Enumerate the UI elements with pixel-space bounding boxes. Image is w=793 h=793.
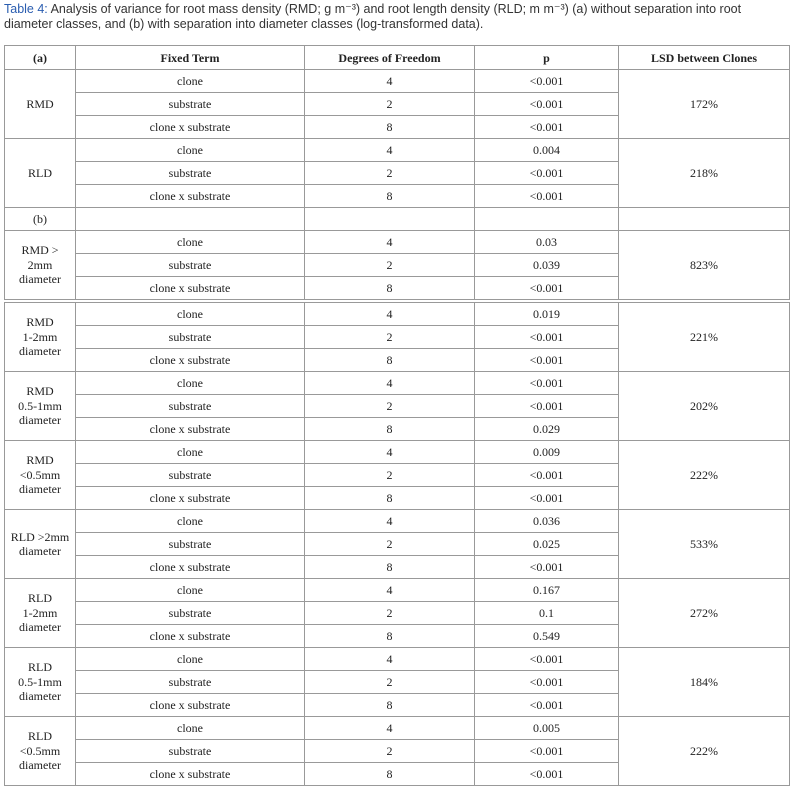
fixed-term-cell: clone [76, 372, 305, 395]
fixed-term-cell: clone [76, 231, 305, 254]
p-value-cell: <0.001 [475, 116, 619, 139]
fixed-term-cell: clone [76, 441, 305, 464]
section-b-row [5, 208, 790, 231]
table-row [5, 372, 790, 395]
p-value-cell: <0.001 [475, 277, 619, 300]
fixed-term-cell: clone x substrate [76, 418, 305, 441]
fixed-term-cell: substrate [76, 602, 305, 625]
fixed-term-cell: clone [76, 139, 305, 162]
header-degrees-of-freedom: Degrees of Freedom [305, 46, 475, 70]
table-caption-text: Analysis of variance for root mass density (RMD; g m⁻³) and root length density (RLD; m m⁻³) (a) without separation into root diameter classes, and (b) with separation into diameter classes (log-transformed data). [4, 2, 742, 31]
p-value-cell: 0.1 [475, 602, 619, 625]
group-label-line: RLD >2mm [10, 529, 70, 544]
table-row [5, 648, 790, 671]
table-caption-label: Table 4: [4, 2, 48, 16]
group-label-line: RLD [28, 591, 52, 606]
group-label [5, 372, 76, 441]
fixed-term-cell: clone [76, 70, 305, 93]
fixed-term-cell: clone x substrate [76, 694, 305, 717]
group-label-line: 2mm [27, 257, 53, 272]
df-cell: 4 [305, 579, 475, 602]
p-value-cell: 0.009 [475, 441, 619, 464]
anova-table [4, 45, 790, 786]
p-value-cell: <0.001 [475, 326, 619, 349]
table-row [5, 441, 790, 464]
group-label-line: diameter [19, 544, 61, 558]
p-value-cell: 0.019 [475, 303, 619, 326]
table-row [5, 303, 790, 326]
fixed-term-cell: clone x substrate [76, 487, 305, 510]
group-label-line: 0.5-1mm [18, 674, 62, 689]
table-caption [4, 2, 789, 32]
df-cell: 8 [305, 349, 475, 372]
df-cell: 2 [305, 93, 475, 116]
group-label [5, 231, 76, 300]
lsd-cell: 172% [619, 70, 790, 139]
lsd-cell: 221% [619, 303, 790, 372]
df-cell: 8 [305, 625, 475, 648]
lsd-cell: 823% [619, 231, 790, 300]
df-cell: 8 [305, 487, 475, 510]
df-cell: 8 [305, 694, 475, 717]
p-value-cell: 0.549 [475, 625, 619, 648]
df-cell: 4 [305, 70, 475, 93]
df-cell: 8 [305, 116, 475, 139]
group-label-line: diameter [19, 758, 61, 773]
fixed-term-cell: substrate [76, 326, 305, 349]
header-p: p [475, 46, 619, 70]
df-cell: 2 [305, 602, 475, 625]
fixed-term-cell: substrate [76, 93, 305, 116]
lsd-cell: 218% [619, 139, 790, 208]
p-value-cell: 0.029 [475, 418, 619, 441]
df-cell: 4 [305, 139, 475, 162]
section-a-body [5, 70, 790, 208]
p-value-cell: <0.001 [475, 763, 619, 786]
group-label-line: 1-2mm [22, 329, 58, 344]
fixed-term-cell: clone x substrate [76, 349, 305, 372]
lsd-cell: 272% [619, 579, 790, 648]
group-label-line: RLD [28, 165, 52, 180]
p-value-cell: <0.001 [475, 395, 619, 418]
header-section-a: (a) [5, 46, 76, 70]
df-cell: 4 [305, 303, 475, 326]
df-cell: 8 [305, 185, 475, 208]
table-row [5, 70, 790, 93]
fixed-term-cell: substrate [76, 671, 305, 694]
p-value-cell: 0.004 [475, 139, 619, 162]
fixed-term-cell: substrate [76, 395, 305, 418]
p-value-cell: <0.001 [475, 694, 619, 717]
df-cell: 2 [305, 533, 475, 556]
p-value-cell: 0.036 [475, 510, 619, 533]
p-value-cell: 0.167 [475, 579, 619, 602]
fixed-term-cell: clone [76, 510, 305, 533]
group-label-line: <0.5mm [19, 467, 61, 482]
group-label [5, 510, 76, 579]
fixed-term-cell: clone [76, 303, 305, 326]
lsd-cell: 222% [619, 441, 790, 510]
group-label-line: RMD [26, 96, 54, 111]
empty-cell [76, 208, 305, 231]
empty-cell [475, 208, 619, 231]
group-label-line: RLD [28, 660, 52, 675]
lsd-cell: 222% [619, 717, 790, 786]
section-b-body [5, 231, 790, 786]
group-label [5, 303, 76, 372]
group-label-line: diameter [19, 482, 61, 497]
fixed-term-cell: clone x substrate [76, 277, 305, 300]
df-cell: 4 [305, 717, 475, 740]
table-row [5, 579, 790, 602]
lsd-cell: 202% [619, 372, 790, 441]
group-label-line: diameter [19, 689, 61, 704]
df-cell: 2 [305, 395, 475, 418]
group-label [5, 579, 76, 648]
group-label [5, 139, 76, 208]
fixed-term-cell: clone x substrate [76, 116, 305, 139]
df-cell: 2 [305, 464, 475, 487]
header-lsd: LSD between Clones [619, 46, 790, 70]
group-label-line: diameter [19, 620, 61, 635]
fixed-term-cell: clone x substrate [76, 185, 305, 208]
fixed-term-cell: clone [76, 579, 305, 602]
section-b-label: (b) [5, 208, 76, 231]
group-label [5, 70, 76, 139]
p-value-cell: <0.001 [475, 162, 619, 185]
group-label-line: 1-2mm [22, 605, 58, 620]
p-value-cell: 0.005 [475, 717, 619, 740]
df-cell: 8 [305, 418, 475, 441]
lsd-cell: 184% [619, 648, 790, 717]
fixed-term-cell: clone [76, 648, 305, 671]
table-row [5, 510, 790, 533]
p-value-cell: <0.001 [475, 740, 619, 763]
table-row [5, 231, 790, 254]
group-label [5, 717, 76, 786]
lsd-cell: 533% [619, 510, 790, 579]
group-label-line: RMD [26, 315, 54, 330]
p-value-cell: <0.001 [475, 464, 619, 487]
df-cell: 4 [305, 648, 475, 671]
group-label-line: RLD [28, 729, 52, 744]
p-value-cell: <0.001 [475, 648, 619, 671]
group-label-line: <0.5mm [19, 743, 61, 758]
p-value-cell: 0.039 [475, 254, 619, 277]
group-label [5, 648, 76, 717]
df-cell: 2 [305, 162, 475, 185]
df-cell: 4 [305, 372, 475, 395]
group-label-line: RMD [26, 384, 54, 399]
p-value-cell: <0.001 [475, 349, 619, 372]
group-label-line: diameter [19, 413, 61, 428]
df-cell: 8 [305, 277, 475, 300]
fixed-term-cell: substrate [76, 254, 305, 277]
empty-cell [619, 208, 790, 231]
p-value-cell: <0.001 [475, 556, 619, 579]
df-cell: 8 [305, 556, 475, 579]
fixed-term-cell: substrate [76, 464, 305, 487]
fixed-term-cell: substrate [76, 740, 305, 763]
group-label-line: RMD [26, 453, 54, 468]
p-value-cell: <0.001 [475, 93, 619, 116]
section-b-header [5, 208, 790, 231]
table-row [5, 139, 790, 162]
group-label-line: 0.5-1mm [18, 398, 62, 413]
df-cell: 2 [305, 671, 475, 694]
df-cell: 2 [305, 740, 475, 763]
p-value-cell: <0.001 [475, 70, 619, 93]
p-value-cell: <0.001 [475, 372, 619, 395]
empty-cell [305, 208, 475, 231]
fixed-term-cell: clone x substrate [76, 763, 305, 786]
table-header-row [5, 46, 790, 70]
p-value-cell: 0.025 [475, 533, 619, 556]
group-label-line: diameter [19, 272, 61, 287]
table-row [5, 717, 790, 740]
fixed-term-cell: substrate [76, 533, 305, 556]
group-label [5, 441, 76, 510]
group-label-line: diameter [19, 344, 61, 359]
fixed-term-cell: clone x substrate [76, 625, 305, 648]
p-value-cell: <0.001 [475, 185, 619, 208]
p-value-cell: <0.001 [475, 487, 619, 510]
group-label-line: RMD > [21, 243, 59, 258]
df-cell: 4 [305, 441, 475, 464]
header-fixed-term: Fixed Term [76, 46, 305, 70]
fixed-term-cell: substrate [76, 162, 305, 185]
fixed-term-cell: clone [76, 717, 305, 740]
p-value-cell: 0.03 [475, 231, 619, 254]
df-cell: 2 [305, 326, 475, 349]
df-cell: 2 [305, 254, 475, 277]
fixed-term-cell: clone x substrate [76, 556, 305, 579]
df-cell: 4 [305, 231, 475, 254]
df-cell: 8 [305, 763, 475, 786]
p-value-cell: <0.001 [475, 671, 619, 694]
df-cell: 4 [305, 510, 475, 533]
